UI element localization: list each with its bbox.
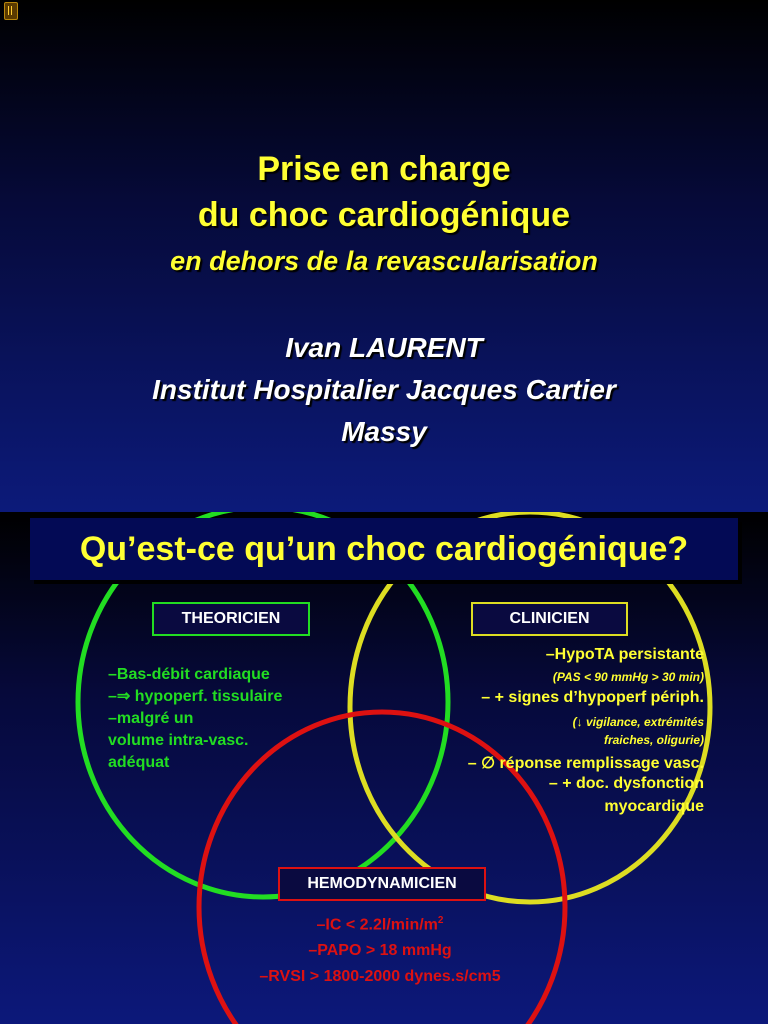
clinicien-line-2: (PAS < 90 mmHg > 30 min)	[552, 670, 704, 684]
theoricien-label: THEORICIEN	[152, 602, 310, 636]
ic-superscript: 2	[437, 915, 444, 926]
list-item: –PAPO > 18 mmHg	[308, 942, 452, 960]
clinicien-line-1: –HypoTA persistante	[545, 646, 704, 663]
author: Ivan LAURENT	[285, 332, 483, 363]
slide-title-bar	[30, 518, 738, 580]
clinicien-line-4: (↓ vigilance, extrémités	[572, 715, 704, 729]
clinicien-line-6: – ∅ réponse remplissage vasc.	[467, 755, 704, 772]
title-line-1: Prise en charge	[257, 150, 511, 188]
slide-title-text: Qu’est-ce qu’un choc cardiogénique?	[79, 530, 689, 568]
list-item: volume intra-vasc.	[108, 732, 249, 749]
list-item: –⇒ hypoperf. tissulaire	[108, 688, 283, 705]
ic-text: –IC < 2.2l/min/m	[316, 916, 438, 934]
hemodynamicien-label: HEMODYNAMICIEN	[278, 867, 486, 901]
list-item: –malgré un	[108, 710, 194, 727]
clinicien-line-5: fraiches, oligurie)	[603, 733, 704, 747]
title-line-2: du choc cardiogénique	[197, 196, 571, 234]
clinicien-line-7: – + doc. dysfonction	[548, 775, 704, 792]
slide-definition	[0, 512, 768, 1024]
clinicien-label: CLINICIEN	[471, 602, 628, 636]
city: Massy	[341, 416, 427, 447]
clinicien-line-8: myocardique	[604, 798, 704, 815]
subtitle: en dehors de la revascularisation	[170, 246, 598, 276]
institution: Institut Hospitalier Jacques Cartier	[152, 374, 616, 405]
list-item	[200, 908, 560, 938]
list-item: –RVSI > 1800-2000 dynes.s/cm5	[259, 968, 501, 986]
list-item: adéquat	[108, 754, 170, 771]
clinicien-line-3: – + signes d’hypoperf périph.	[481, 689, 704, 706]
theoricien-list	[108, 664, 328, 774]
slide-marker-icon	[4, 2, 18, 20]
hemodynamicien-list	[200, 908, 560, 990]
list-item: –Bas-débit cardiaque	[108, 666, 270, 683]
